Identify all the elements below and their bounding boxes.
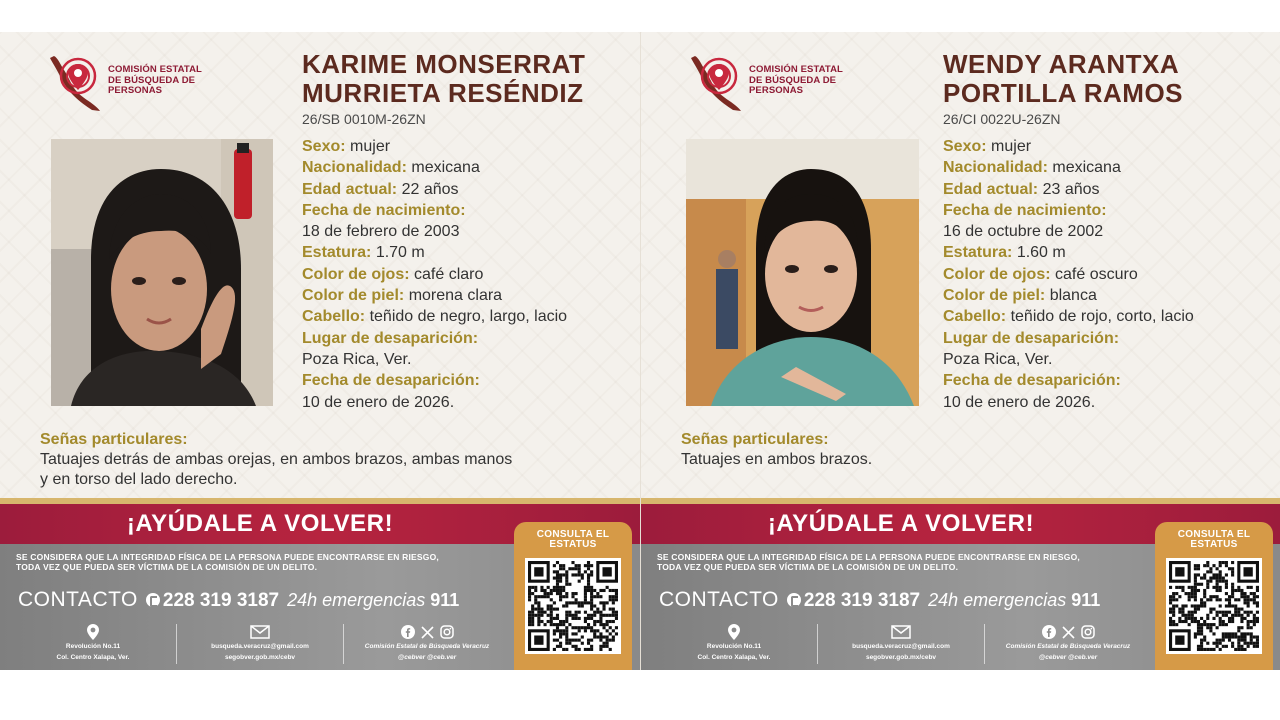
facebook-icon[interactable] (1042, 625, 1056, 639)
value-senas-line1: Tatuajes en ambos brazos. (681, 451, 873, 468)
social-column (343, 624, 510, 664)
website-url[interactable]: segobver.gob.mx/cebv (865, 654, 937, 661)
location-pin-icon (87, 624, 99, 640)
email-icon (250, 625, 270, 639)
status-check-panel (1155, 522, 1273, 670)
person-name-line1: WENDY ARANTXA (943, 49, 1180, 79)
distinguishing-marks (40, 430, 600, 490)
person-name (943, 50, 1273, 108)
label-ojos: Color de ojos: (943, 265, 1051, 283)
person-name-line2: PORTILLA RAMOS (943, 78, 1184, 108)
social-handles: @cebver @ceb.ver (1038, 654, 1098, 661)
email-column (176, 624, 343, 664)
contact-info-columns (10, 624, 510, 664)
detail-nacionalidad (302, 157, 632, 178)
label-edad: Edad actual: (302, 180, 398, 198)
facebook-icon[interactable] (401, 625, 415, 639)
detail-edad (302, 179, 632, 200)
address-column (651, 624, 817, 664)
email-address[interactable]: busqueda.veracruz@gmail.com (211, 643, 309, 650)
value-piel: blanca (1049, 287, 1097, 305)
agency-name-line1: COMISIÓN ESTATAL (749, 64, 843, 76)
value-estatura: 1.60 m (1016, 244, 1066, 262)
person-photo (686, 139, 919, 406)
value-nacimiento: 18 de febrero de 2003 (302, 223, 460, 241)
status-check-label (514, 530, 632, 550)
phone-icon (787, 593, 801, 607)
status-check-line2: ESTATUS (1190, 539, 1238, 550)
case-id: 26/CI 0022U-26ZN (943, 111, 1061, 127)
detail-edad (943, 179, 1273, 200)
label-cabello: Cabello: (943, 308, 1007, 326)
value-cabello: teñido de rojo, corto, lacio (1010, 308, 1194, 326)
risk-warning (16, 552, 516, 572)
emergency-prefix: 24h emergencias (928, 590, 1067, 610)
emergency-line (287, 590, 459, 611)
label-piel: Color de piel: (302, 287, 405, 305)
posters-container (0, 32, 1280, 670)
label-lugar: Lugar de desaparición: (302, 329, 479, 347)
contact-label: CONTACTO (18, 588, 138, 611)
value-cabello: teñido de negro, largo, lacio (369, 308, 568, 326)
help-headline: ¡AYÚDALE A VOLVER! (767, 510, 1035, 537)
value-nacionalidad: mexicana (411, 159, 480, 177)
address-column (10, 624, 176, 664)
value-fecha-desaparicion: 10 de enero de 2026. (302, 393, 455, 411)
label-fecha-desaparicion: Fecha de desaparición: (943, 372, 1121, 390)
person-name-line1: KARIME MONSERRAT (302, 49, 586, 79)
detail-cabello (302, 306, 632, 327)
address-line1: Revolución No.11 (706, 643, 762, 650)
missing-person-poster-2 (640, 32, 1280, 670)
risk-warning-line2: TODA VEZ QUE PUEDA SER VÍCTIMA DE LA COMISIÓN DE UN DELITO. (16, 562, 318, 572)
address-line2: Col. Centro Xalapa, Ver. (697, 654, 771, 661)
contact-label: CONTACTO (659, 588, 779, 611)
social-column (984, 624, 1151, 664)
risk-warning-line1: SE CONSIDERA QUE LA INTEGRIDAD FÍSICA DE LA PERSONA PUEDE ENCONTRARSE EN RIESGO, (657, 552, 1080, 562)
label-estatura: Estatura: (302, 244, 372, 262)
status-check-line1: CONSULTA EL (1177, 529, 1251, 540)
label-fecha-desaparicion: Fecha de desaparición: (302, 372, 480, 390)
website-url[interactable]: segobver.gob.mx/cebv (224, 654, 296, 661)
detail-piel (943, 285, 1273, 306)
status-check-line2: ESTATUS (549, 539, 597, 550)
label-senas: Señas particulares: (40, 431, 188, 448)
contact-row (659, 588, 1159, 612)
label-nacionalidad: Nacionalidad: (302, 159, 407, 177)
phone-icon (146, 593, 160, 607)
distinguishing-marks (681, 430, 1241, 470)
label-senas: Señas particulares: (681, 431, 829, 448)
value-nacimiento: 16 de octubre de 2002 (943, 223, 1104, 241)
value-edad: 22 años (401, 180, 459, 198)
address-line1: Revolución No.11 (65, 643, 121, 650)
person-details (302, 136, 632, 413)
label-nacimiento: Fecha de nacimiento: (943, 201, 1107, 219)
value-fecha-desaparicion: 10 de enero de 2026. (943, 393, 1096, 411)
email-icon (891, 625, 911, 639)
risk-warning (657, 552, 1157, 572)
contact-row (18, 588, 518, 612)
emergency-number: 911 (430, 590, 460, 610)
detail-estatura (302, 242, 632, 263)
value-lugar: Poza Rica, Ver. (943, 350, 1053, 368)
instagram-icon[interactable] (440, 625, 454, 639)
value-estatura: 1.70 m (375, 244, 425, 262)
label-sexo: Sexo: (302, 138, 346, 155)
phone-number[interactable] (787, 590, 920, 612)
veracruz-location-pin-icon (685, 50, 743, 112)
label-estatura: Estatura: (943, 244, 1013, 262)
detail-ojos (302, 264, 632, 285)
detail-cabello (943, 306, 1273, 327)
email-address[interactable]: busqueda.veracruz@gmail.com (852, 643, 950, 650)
phone-number[interactable] (146, 590, 279, 612)
person-name-line2: MURRIETA RESÉNDIZ (302, 78, 584, 108)
value-ojos: café claro (414, 265, 484, 283)
emergency-prefix: 24h emergencias (287, 590, 426, 610)
emergency-line (928, 590, 1100, 611)
agency-name-line1: COMISIÓN ESTATAL (108, 64, 202, 76)
label-piel: Color de piel: (943, 287, 1046, 305)
detail-ojos (943, 264, 1273, 285)
label-ojos: Color de ojos: (302, 265, 410, 283)
label-lugar: Lugar de desaparición: (943, 329, 1120, 347)
agency-name-line2: DE BÚSQUEDA DE (749, 74, 837, 86)
agency-name-line3: PERSONAS (108, 85, 163, 97)
value-sexo: mujer (350, 138, 391, 155)
person-photo (51, 139, 273, 406)
missing-person-poster-1 (0, 32, 640, 670)
qr-code-icon[interactable] (1166, 558, 1262, 654)
instagram-icon[interactable] (1081, 625, 1095, 639)
label-nacionalidad: Nacionalidad: (943, 159, 1048, 177)
phone-number-text: 228 319 3187 (803, 590, 921, 611)
value-piel: morena clara (408, 287, 503, 305)
value-senas-line1: Tatuajes detrás de ambas orejas, en ambos brazos, ambas manos (40, 451, 513, 468)
value-nacionalidad: mexicana (1052, 159, 1121, 177)
help-headline: ¡AYÚDALE A VOLVER! (126, 510, 394, 537)
social-handles: @cebver @ceb.ver (397, 654, 457, 661)
contact-info-columns (651, 624, 1151, 664)
agency-logo (685, 50, 843, 112)
risk-warning-line1: SE CONSIDERA QUE LA INTEGRIDAD FÍSICA DE LA PERSONA PUEDE ENCONTRARSE EN RIESGO, (16, 552, 439, 562)
risk-warning-line2: TODA VEZ QUE PUEDA SER VÍCTIMA DE LA COMISIÓN DE UN DELITO. (657, 562, 959, 572)
agency-name (749, 65, 843, 97)
label-nacimiento: Fecha de nacimiento: (302, 201, 466, 219)
value-sexo: mujer (991, 138, 1032, 155)
detail-estatura (943, 242, 1273, 263)
person-name (302, 50, 632, 108)
label-sexo: Sexo: (943, 138, 987, 155)
status-check-panel (514, 522, 632, 670)
qr-code-icon[interactable] (525, 558, 621, 654)
social-account-name: Comisión Estatal de Búsqueda Veracruz (364, 643, 490, 650)
status-check-label (1155, 530, 1273, 550)
value-ojos: café oscuro (1055, 265, 1138, 283)
x-twitter-icon[interactable] (421, 626, 434, 639)
emergency-number: 911 (1071, 590, 1101, 610)
agency-logo (44, 50, 202, 112)
agency-name (108, 65, 202, 97)
agency-name-line3: PERSONAS (749, 85, 804, 97)
label-cabello: Cabello: (302, 308, 366, 326)
veracruz-location-pin-icon (44, 50, 102, 112)
phone-number-text: 228 319 3187 (162, 590, 280, 611)
detail-sexo (943, 136, 1273, 157)
value-lugar: Poza Rica, Ver. (302, 350, 412, 368)
person-details (943, 136, 1273, 413)
value-senas-line2: y en torso del lado derecho. (40, 471, 238, 488)
detail-nacionalidad (943, 157, 1273, 178)
status-check-line1: CONSULTA EL (536, 529, 610, 540)
detail-sexo (302, 136, 632, 157)
value-edad: 23 años (1042, 180, 1100, 198)
address-line2: Col. Centro Xalapa, Ver. (56, 654, 130, 661)
location-pin-icon (728, 624, 740, 640)
agency-name-line2: DE BÚSQUEDA DE (108, 74, 196, 86)
detail-piel (302, 285, 632, 306)
x-twitter-icon[interactable] (1062, 626, 1075, 639)
email-column (817, 624, 984, 664)
social-account-name: Comisión Estatal de Búsqueda Veracruz (1005, 643, 1131, 650)
label-edad: Edad actual: (943, 180, 1039, 198)
case-id: 26/SB 0010M-26ZN (302, 111, 426, 127)
